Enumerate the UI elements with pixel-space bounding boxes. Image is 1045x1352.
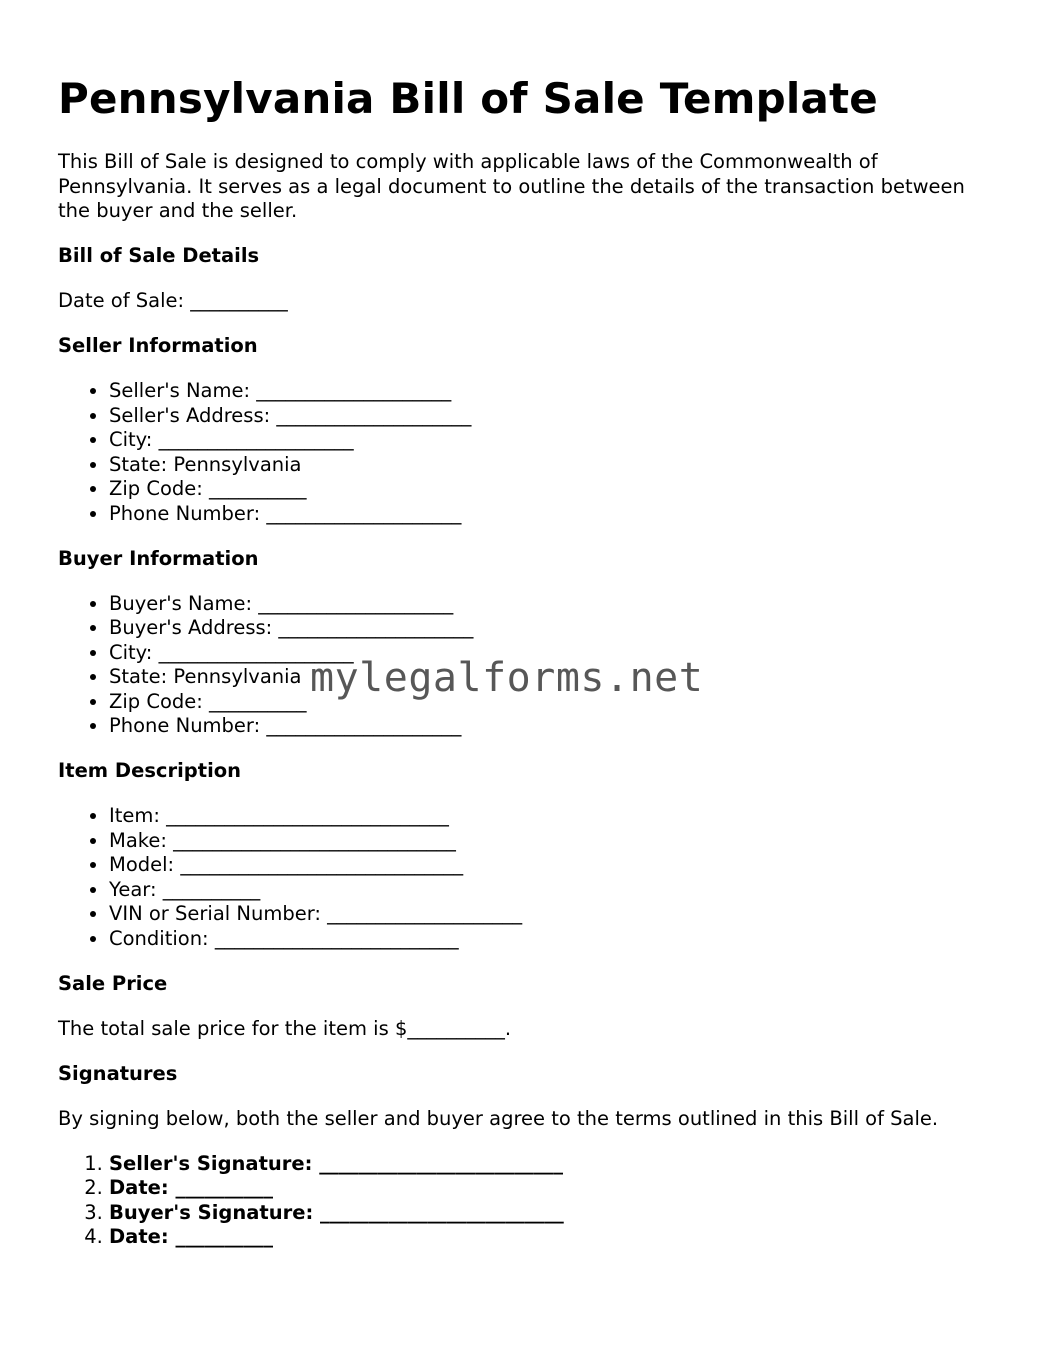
seller-city-item: • City: ____________________ xyxy=(109,428,998,453)
item-vin: • VIN or Serial Number: ____________________ xyxy=(109,902,998,927)
seller-heading: Seller Information xyxy=(58,334,258,357)
details-heading: Bill of Sale Details xyxy=(58,244,260,267)
seller-list xyxy=(58,379,998,526)
buyer-heading: Buyer Information xyxy=(58,546,259,570)
intro-paragraph: This Bill of Sale is designed to comply with applicable laws of the Commonwealth of Pennsylvania. It serves as a legal document to outline the details of the transaction between the buyer and the seller. xyxy=(58,150,965,222)
signatures-text: By signing below, both the seller and buyer agree to the terms outlined in this Bill of Sale. xyxy=(58,1106,939,1130)
seller-state-item: • State: Pennsylvania xyxy=(109,453,998,478)
buyer-address-item: • Buyer's Address: ____________________ xyxy=(109,616,998,641)
date-of-sale-line: Date of Sale: __________ xyxy=(58,289,288,312)
buyer-state-item: • State: Pennsylvania xyxy=(109,665,998,690)
seller-address-item: • Seller's Address: ____________________ xyxy=(109,404,998,429)
item-condition: • Condition: _________________________ xyxy=(109,927,998,952)
document-title: Pennsylvania Bill of Sale Template xyxy=(58,74,878,123)
seller-date-item: 2. Date: __________ xyxy=(109,1176,998,1201)
buyer-name-item: • Buyer's Name: ____________________ xyxy=(109,592,998,617)
item-model: • Model: _____________________________ xyxy=(109,853,998,878)
sale-price-text: The total sale price for the item is $__________. xyxy=(58,1016,512,1040)
item-year: • Year: __________ xyxy=(109,878,998,903)
item-description-heading: Item Description xyxy=(58,759,242,782)
item-item: • Item: _____________________________ xyxy=(109,804,998,829)
seller-zip-item: • Zip Code: __________ xyxy=(109,477,998,502)
buyer-city-item: • City: ____________________ xyxy=(109,641,998,666)
buyer-zip-item: • Zip Code: __________ xyxy=(109,690,998,715)
sale-price-heading: Sale Price xyxy=(58,971,168,995)
buyer-date-item: 4. Date: __________ xyxy=(109,1225,998,1250)
seller-phone-item: • Phone Number: ____________________ xyxy=(109,502,998,527)
seller-signature-item: 1. Seller's Signature: _________________________ xyxy=(109,1152,998,1177)
item-description-list xyxy=(58,804,998,951)
signatures-list xyxy=(58,1152,998,1250)
signatures-heading: Signatures xyxy=(58,1061,178,1085)
item-make: • Make: _____________________________ xyxy=(109,829,998,854)
watermark: mylegalforms.net xyxy=(310,655,704,701)
seller-name-item: • Seller's Name: ____________________ xyxy=(109,379,998,404)
buyer-phone-item: • Phone Number: ____________________ xyxy=(109,714,998,739)
buyer-signature-item: 3. Buyer's Signature: _________________________ xyxy=(109,1201,998,1226)
